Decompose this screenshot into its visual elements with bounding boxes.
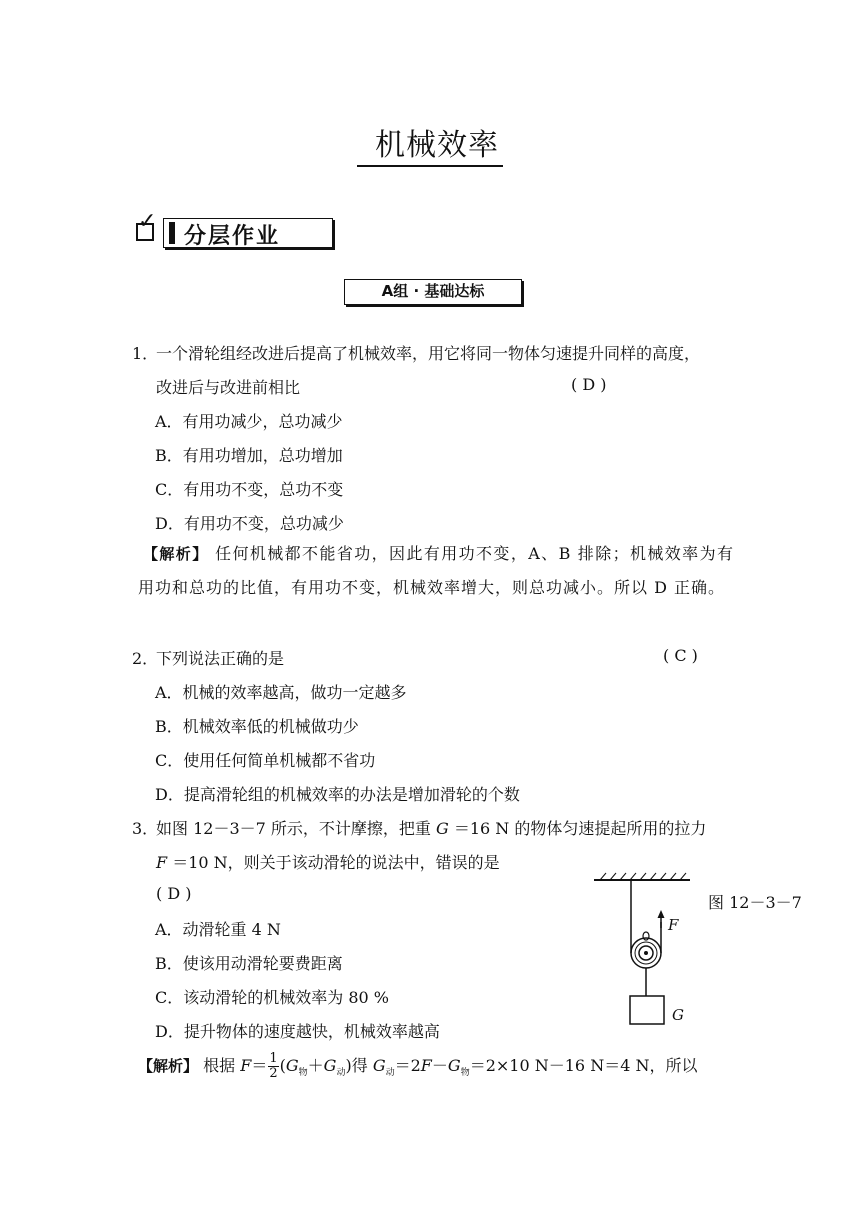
- page-title: 机械效率: [0, 120, 860, 164]
- ceiling-icon: [594, 873, 690, 880]
- question-3-analysis: 【解析】 根据 F＝ $\frac{1}{2}$ $(G_物+G_动)$得 $G_动=2F-G_物=2\times 10$ N－16 N＝4 N，所以: [138, 1051, 698, 1081]
- analysis-text: 任何机械都不能省功，因此有用功不变，A、B 排除；机械效率为有用功和总功的比值，有用功不变，机械效率增大，则总功减小。所以 D 正确。: [138, 544, 734, 597]
- question-1-line-2: 改进后与改进前相比: [156, 378, 301, 397]
- question-2-option-c: C．使用任何简单机械都不省功: [155, 751, 376, 770]
- question-2-option-b: B．机械效率低的机械做功少: [155, 717, 359, 736]
- figure-label-f: F: [668, 916, 679, 934]
- section-header: [136, 209, 336, 251]
- section-bar: [169, 222, 175, 244]
- question-2-line-1: 下列说法正确的是: [156, 649, 285, 668]
- question-3-option-a: A．动滑轮重 4 N: [155, 920, 281, 939]
- question-1-answer: ( D ): [571, 375, 607, 394]
- question-3-option-c: C．该动滑轮的机械效率为 80 %: [155, 988, 389, 1007]
- question-3-answer: ( D ): [156, 884, 192, 903]
- section-label-box: [163, 218, 333, 248]
- question-1-option-b: B．有用功增加，总功增加: [155, 446, 343, 465]
- question-2-option-a: A．机械的效率越高，做功一定越多: [155, 683, 407, 702]
- analysis-label-3: 【解析】: [138, 1057, 199, 1075]
- question-1-option-c: C．有用功不变，总功不变: [155, 480, 344, 499]
- fraction-half: $\frac{1}{2}$: [269, 1051, 278, 1081]
- pulley-wheel-icon: [631, 932, 661, 968]
- group-label: A组 · 基础达标: [344, 279, 522, 305]
- figure-caption: 图 12－3－7: [708, 893, 802, 912]
- analysis-label: 【解析】: [143, 545, 209, 563]
- question-1-line-1: 一个滑轮组经改进后提高了机械效率，用它将同一物体匀速提升同样的高度，: [156, 344, 701, 363]
- question-3-line-2: F ＝10 N，则关于该动滑轮的说法中，错误的是: [156, 853, 500, 872]
- pulley-diagram: [590, 870, 700, 1035]
- question-2-option-d: D．提高滑轮组的机械效率的办法是增加滑轮的个数: [155, 785, 520, 804]
- question-2-number: 2．: [132, 649, 159, 668]
- figure-label-g: G: [672, 1006, 684, 1024]
- question-3-line-1: 如图 12－3－7 所示，不计摩擦，把重 G ＝16 N 的物体匀速提起所用的拉力: [156, 819, 707, 838]
- question-1-analysis: [138, 537, 734, 605]
- checkmark-icon: ✓: [138, 209, 157, 234]
- question-1-option-d: D．有用功不变，总功减少: [155, 514, 344, 533]
- weight-block: [630, 996, 664, 1024]
- question-3-number: 3．: [132, 819, 159, 838]
- question-2-answer: ( C ): [663, 646, 698, 665]
- question-1-number: 1．: [132, 344, 159, 363]
- question-3-option-b: B．使该用动滑轮要费距离: [155, 954, 343, 973]
- section-title: 分层作业: [184, 224, 281, 249]
- question-1-option-a: A．有用功减少，总功减少: [155, 412, 343, 431]
- question-3-option-d: D．提升物体的速度越快，机械效率越高: [155, 1022, 440, 1041]
- force-arrow-icon: [658, 910, 665, 928]
